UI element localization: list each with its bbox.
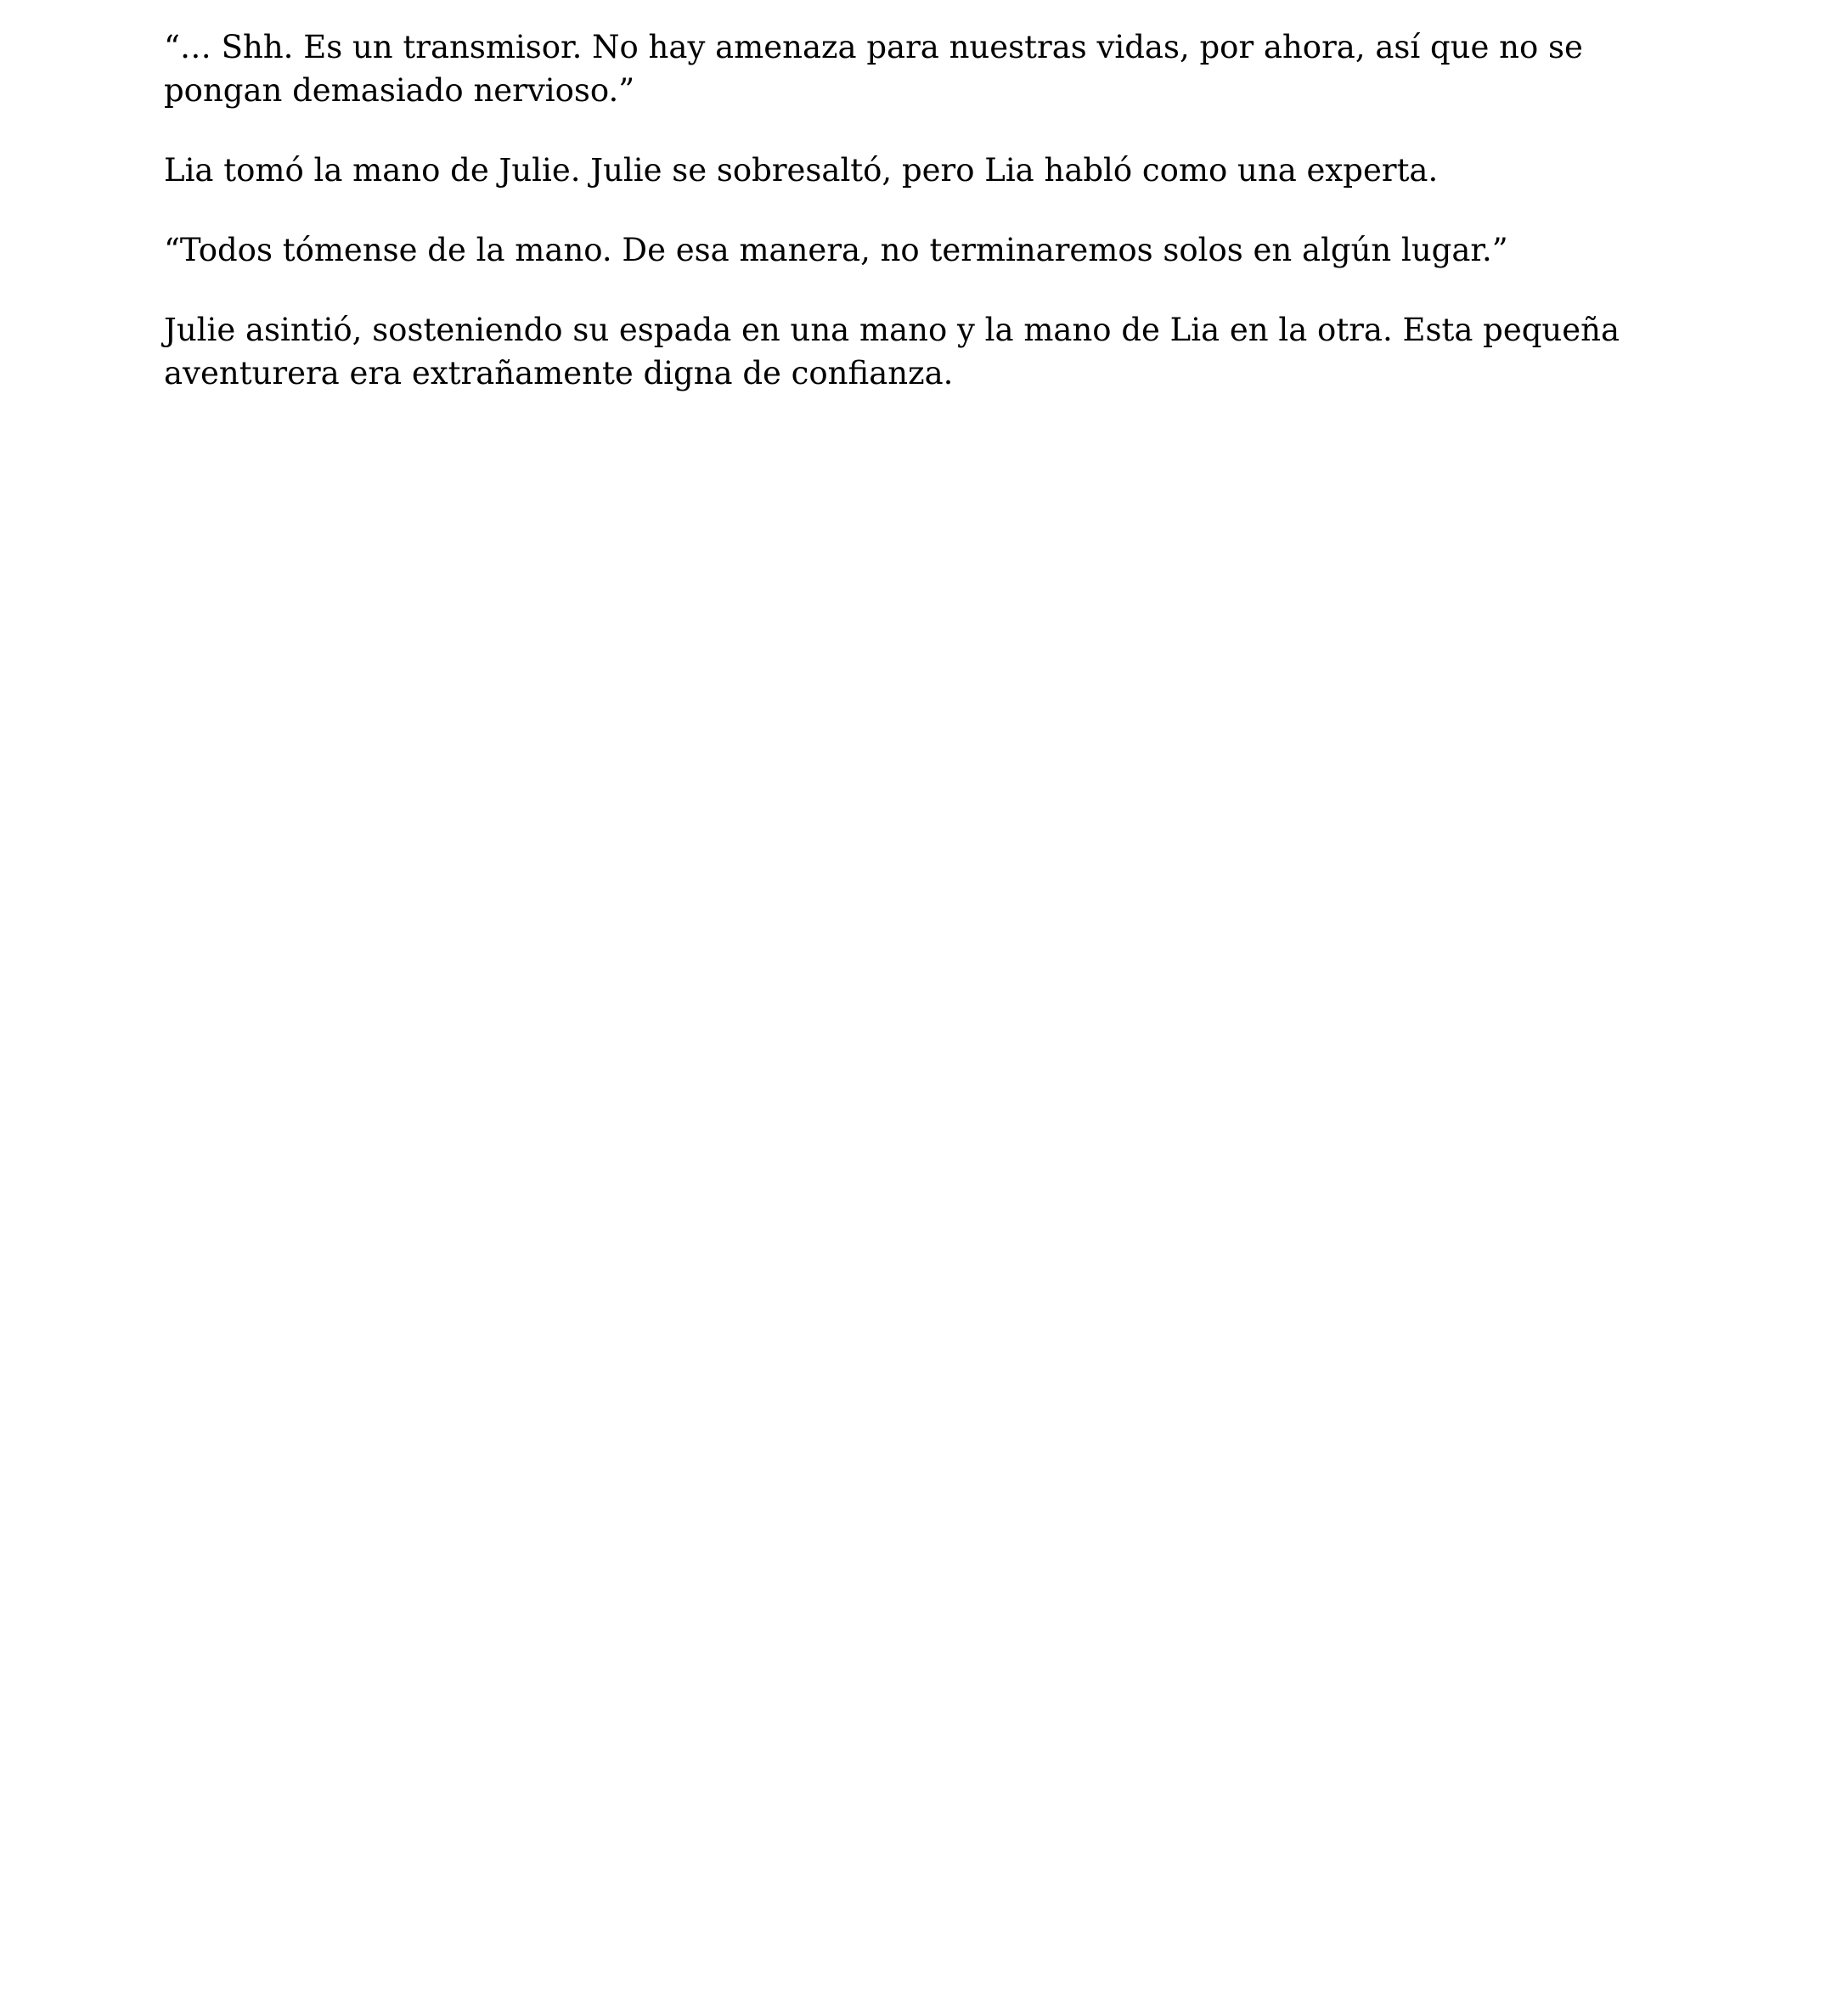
paragraph-1: “… Shh. Es un transmisor. No hay amenaza para nuestras vidas, por ahora, así que no se pongan demasiado nervioso.” (164, 29, 1583, 109)
document-body (164, 25, 1693, 431)
paragraph-3: “Todos tómense de la mano. De esa manera, no terminaremos solos en algún lugar.” (164, 232, 1508, 268)
paragraph-2: Lia tomó la mano de Julie. Julie se sobresaltó, pero Lia habló como una experta. (164, 152, 1439, 189)
paragraph-4: Julie asintió, sosteniendo su espada en una mano y la mano de Lia en la otra. Esta pequeña aventurera era extrañamente digna de confianza. (164, 312, 1620, 391)
